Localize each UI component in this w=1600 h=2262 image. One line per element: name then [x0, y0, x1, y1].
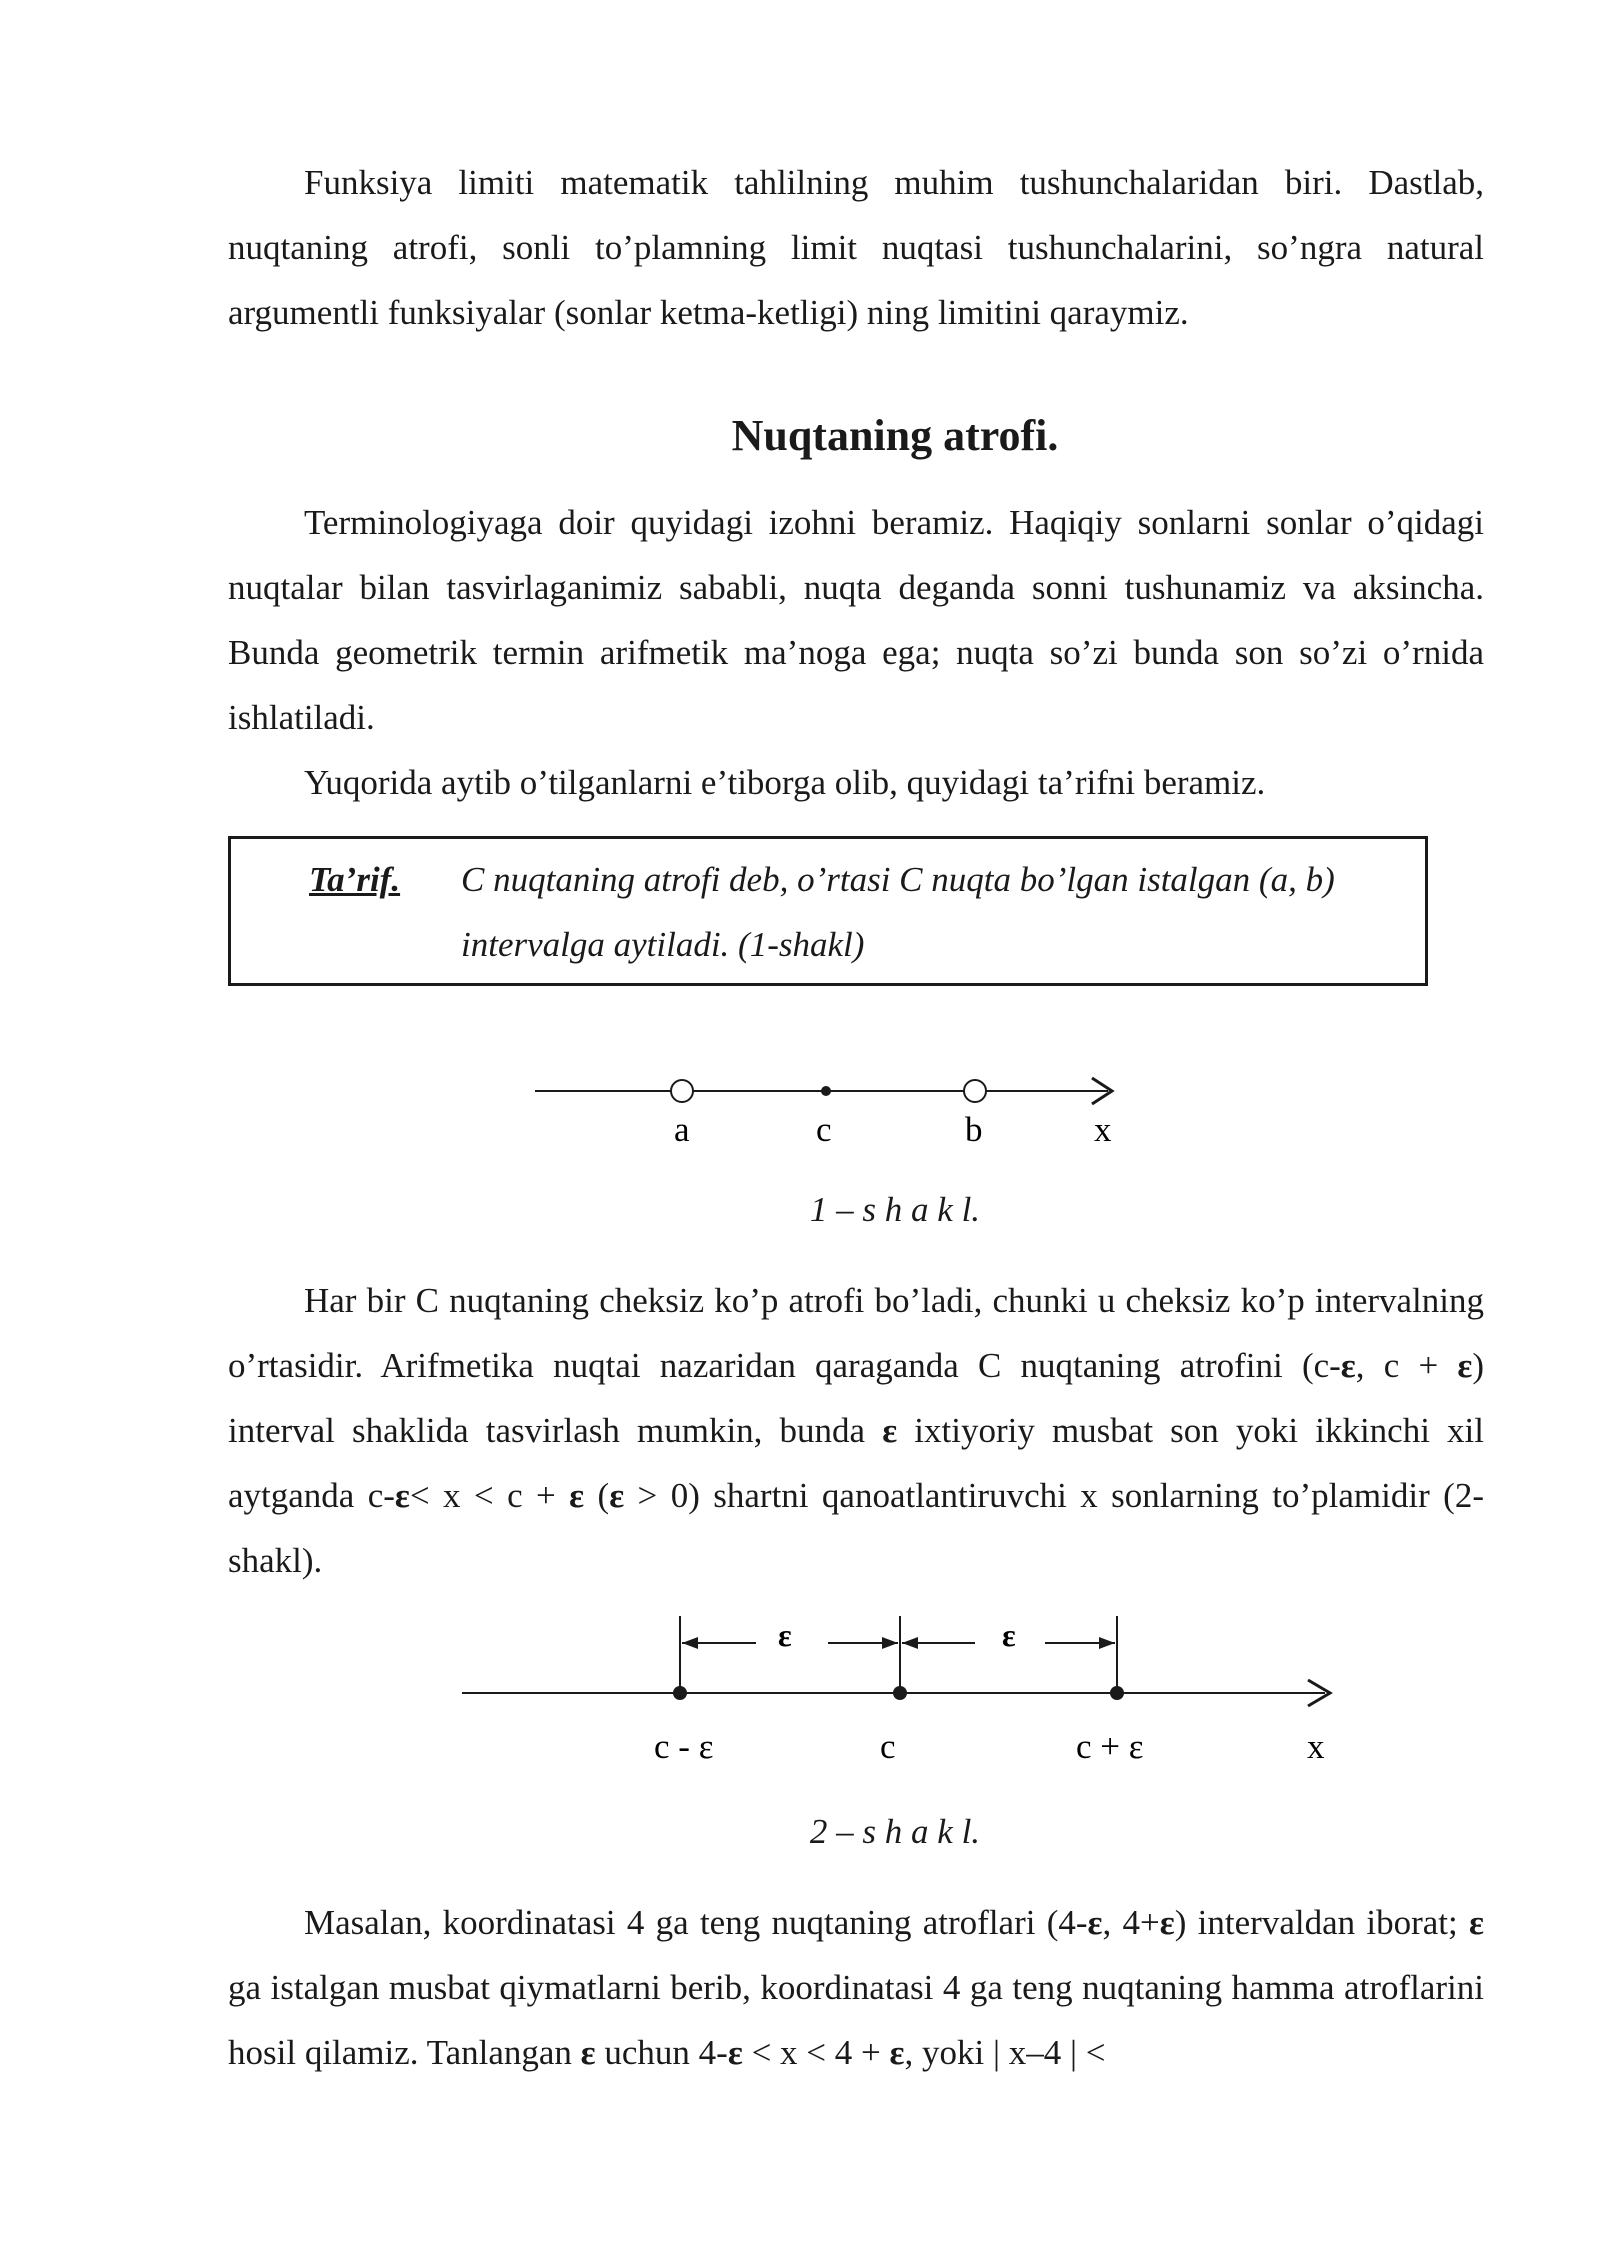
figure-2-epsilon-neighbourhood	[0, 1600, 1600, 1770]
figure-1-number-line	[0, 1060, 1600, 1170]
label-x: x	[1307, 1727, 1325, 1766]
open-point-b	[964, 1080, 986, 1102]
terminology-paragraph: Terminologiyaga doir quyidagi izohni beramiz. Haqiqiy sonlarni sonlar o’qidagi nuqtalar bilan tasvirlaganimiz sababli, nuqta deganda sonni tushunamiz va aksincha. Bunda geometrik termin arifmetik ma’noga ega; nuqta so’zi bunda son so’zi o’rnida ishlatiladi.	[228, 503, 1484, 737]
open-point-a	[671, 1080, 693, 1102]
point-c	[821, 1086, 831, 1096]
point-c-plus-eps	[1110, 1686, 1124, 1700]
arrowhead-right-icon	[882, 1637, 898, 1649]
label-c: c	[880, 1727, 896, 1766]
section-heading: Nuqtaning atrofi.	[731, 411, 1059, 460]
arrowhead-left-icon	[682, 1637, 698, 1649]
label-x: x	[1094, 1110, 1112, 1149]
intro-paragraph: Funksiya limiti matematik tahlilning muhim tushunchalaridan biri. Dastlab, nuqtaning atrofi, sonli to’plamning limit nuqtasi tushunchalarini, so’ngra natural argumentli funksiyalar (sonlar ketma-ketligi) ning limitini qaraymiz.	[228, 163, 1484, 332]
neighbourhood-paragraph: Har bir C nuqtaning cheksiz ko’p atrofi bo’ladi, chunki u cheksiz ko’p intervalning o’rtasidir. Arifmetika nuqtai nazaridan qaraganda C nuqtaning atrofini (c-ε, c + ε) interval shaklida tasvirlash mumkin, bunda ε ixtiyoriy musbat son yoki ikkinchi xil aytganda c-ε< x < c + ε (ε > 0) shartni qanoatlantiruvchi x sonlarning to’plamidir (2-shakl).	[228, 1281, 1485, 1580]
definition-intro-paragraph: Yuqorida aytib o’tilganlarni e’tiborga olib, quyidagi ta’rifni beramiz.	[304, 763, 1266, 802]
label-b: b	[965, 1110, 983, 1149]
figure-2-caption: 2 – s h a k l.	[809, 1812, 981, 1851]
arrowhead-right-icon	[1099, 1637, 1115, 1649]
label-c: c	[816, 1110, 832, 1149]
arrowhead-left-icon	[902, 1637, 918, 1649]
label-c-minus-eps: c - ε	[654, 1727, 714, 1766]
eps-right-label: ε	[1002, 1617, 1016, 1653]
point-c-minus-eps	[673, 1686, 687, 1700]
definition-label: Ta’rif.	[309, 860, 401, 899]
eps-left-label: ε	[778, 1617, 792, 1653]
label-a: a	[674, 1110, 690, 1149]
figure-1-caption: 1 – s h a k l.	[809, 1190, 981, 1229]
definition-text: C nuqtaning atrofi deb, o’rtasi C nuqta bo’lgan istalgan (a, b) intervalga aytiladi. (1-shakl)	[461, 860, 1335, 964]
label-c-plus-eps: c + ε	[1076, 1727, 1144, 1766]
definition-box	[228, 836, 1428, 986]
example-paragraph: Masalan, koordinatasi 4 ga teng nuqtaning atroflari (4-ε, 4+ε) intervaldan iborat; ε ga istalgan musbat qiymatlarni berib, koordinatasi 4 ga teng nuqtaning hamma atroflarini hosil qilamiz. Tanlangan ε uchun 4-ε < x < 4 + ε, yoki | x–4 | <	[228, 1903, 1484, 2072]
point-c	[893, 1686, 907, 1700]
